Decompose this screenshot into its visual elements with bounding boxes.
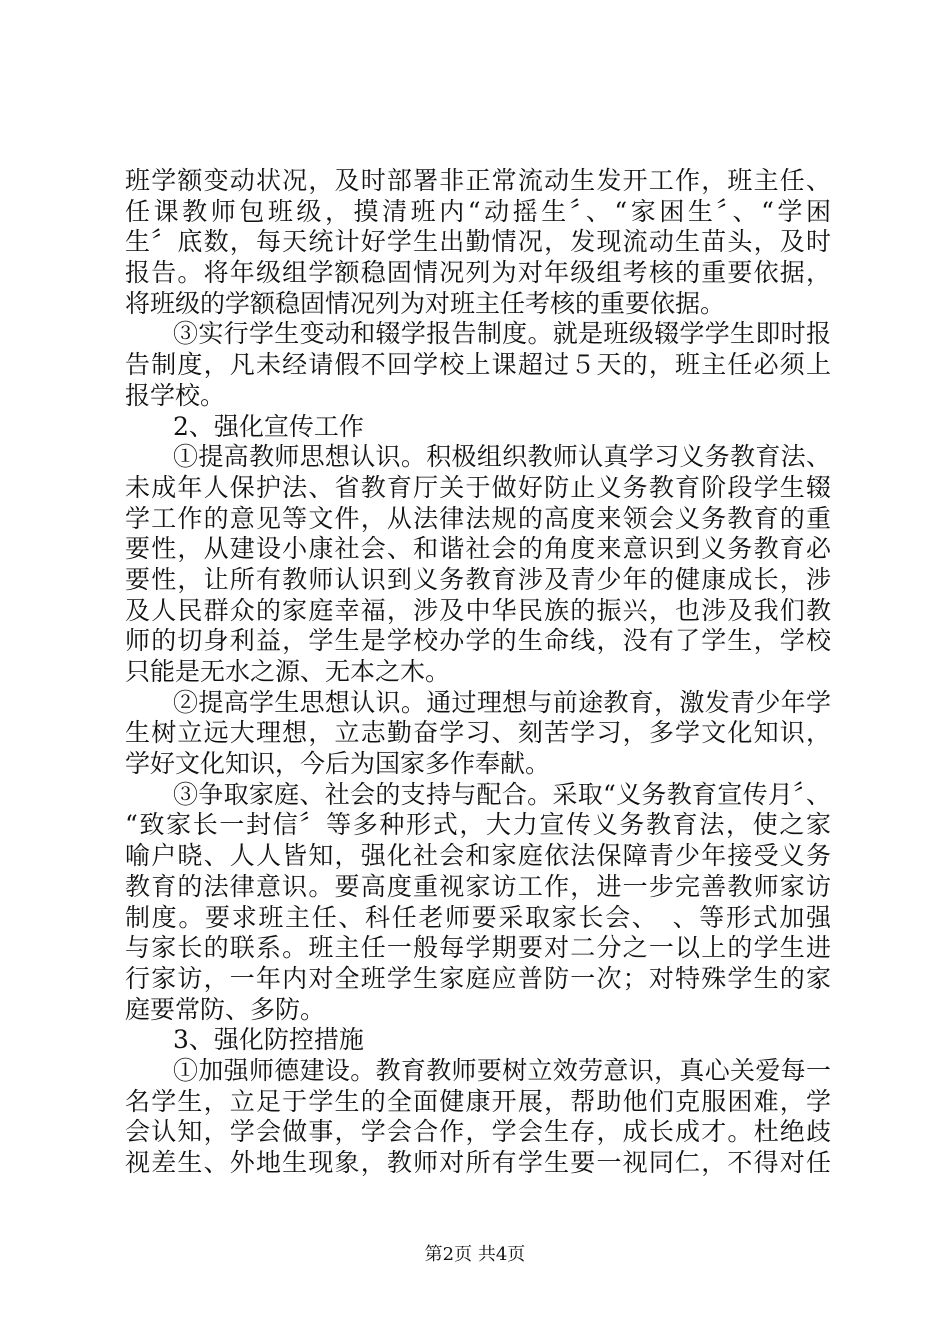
text-line: 班学额变动状况，及时部署非正常流动生发开工作，班主任、	[125, 166, 831, 195]
text-line: 要性，从建设小康社会、和谐社会的角度来意识到义务教育必	[125, 534, 831, 564]
text-line: “致家长一封信〞等多种形式，大力宣传义务教育法，使之家	[125, 810, 831, 840]
text-line: 3、强化防控措施	[173, 1025, 364, 1055]
text-line: 会认知，学会做事，学会合作，学会生存，成长成才。杜绝歧	[125, 1117, 831, 1147]
text-line: ③争取家庭、社会的支持与配合。采取“义务教育宣传月〞、	[173, 779, 831, 809]
page-footer: 第2页 共4页	[424, 1244, 526, 1265]
text-line: 报告。将年级组学额稳固情况列为对年级组考核的重要依据，	[125, 258, 831, 288]
text-line: 行家访，一年内对全班学生家庭应普防一次；对特殊学生的家	[125, 963, 831, 993]
text-line: 告制度，凡未经请假不回学校上课超过５天的，班主任必须上	[125, 350, 831, 380]
text-line: 将班级的学额稳固情况列为对班主任考核的重要依据。	[125, 288, 726, 318]
text-line: 要性，让所有教师认识到义务教育涉及青少年的健康成长，涉	[125, 564, 831, 594]
text-line: 生〞底数，每天统计好学生出勤情况，发现流动生苗头，及时	[125, 227, 831, 257]
text-line: 生树立远大理想，立志勤奋学习、刻苦学习，多学文化知识，	[125, 718, 831, 748]
text-line: 庭要常防、多防。	[125, 994, 326, 1024]
text-line: 学好文化知识，今后为国家多作奉献。	[125, 749, 551, 779]
text-line: 制度。要求班主任、科任老师要采取家长会、 、等形式加强	[125, 902, 831, 932]
text-line: ②提高学生思想认识。通过理想与前途教育，激发青少年学	[173, 687, 831, 717]
text-line: ①提高教师思想认识。积极组织教师认真学习义务教育法、	[173, 442, 831, 472]
text-line: 教育的法律意识。要高度重视家访工作，进一步完善教师家访	[125, 871, 831, 901]
text-line: 2、强化宣传工作	[173, 411, 364, 441]
text-line: 未成年人保护法、省教育厅关于做好防止义务教育阶段学生辍	[125, 472, 831, 502]
text-line: 只能是无水之源、无本之木。	[125, 657, 451, 686]
text-line: 及人民群众的家庭幸福，涉及中华民族的振兴，也涉及我们教	[125, 595, 831, 625]
text-line: ①加强师德建设。教育教师要树立效劳意识，真心关爱每一	[173, 1055, 831, 1085]
document-body	[125, 166, 831, 1179]
text-line: 任课教师包班级，摸清班内“动摇生〞、“家困生〞、“学困	[125, 196, 831, 226]
text-line: ③实行学生变动和辍学报告制度。就是班级辍学学生即时报	[173, 319, 831, 349]
text-line: 名学生，立足于学生的全面健康开展，帮助他们克服困难，学	[125, 1086, 831, 1116]
text-line: 视差生、外地生现象，教师对所有学生要一视同仁，不得对任	[125, 1148, 831, 1177]
text-line: 与家长的联系。班主任一般每学期要对二分之一以上的学生进	[125, 933, 831, 963]
text-line: 报学校。	[125, 380, 226, 410]
text-line: 学工作的意见等文件，从法律法规的高度来领会义务教育的重	[125, 503, 831, 533]
text-line: 师的切身利益，学生是学校办学的生命线，没有了学生，学校	[125, 626, 831, 656]
text-line: 喻户晓、人人皆知，强化社会和家庭依法保障青少年接受义务	[125, 841, 831, 871]
